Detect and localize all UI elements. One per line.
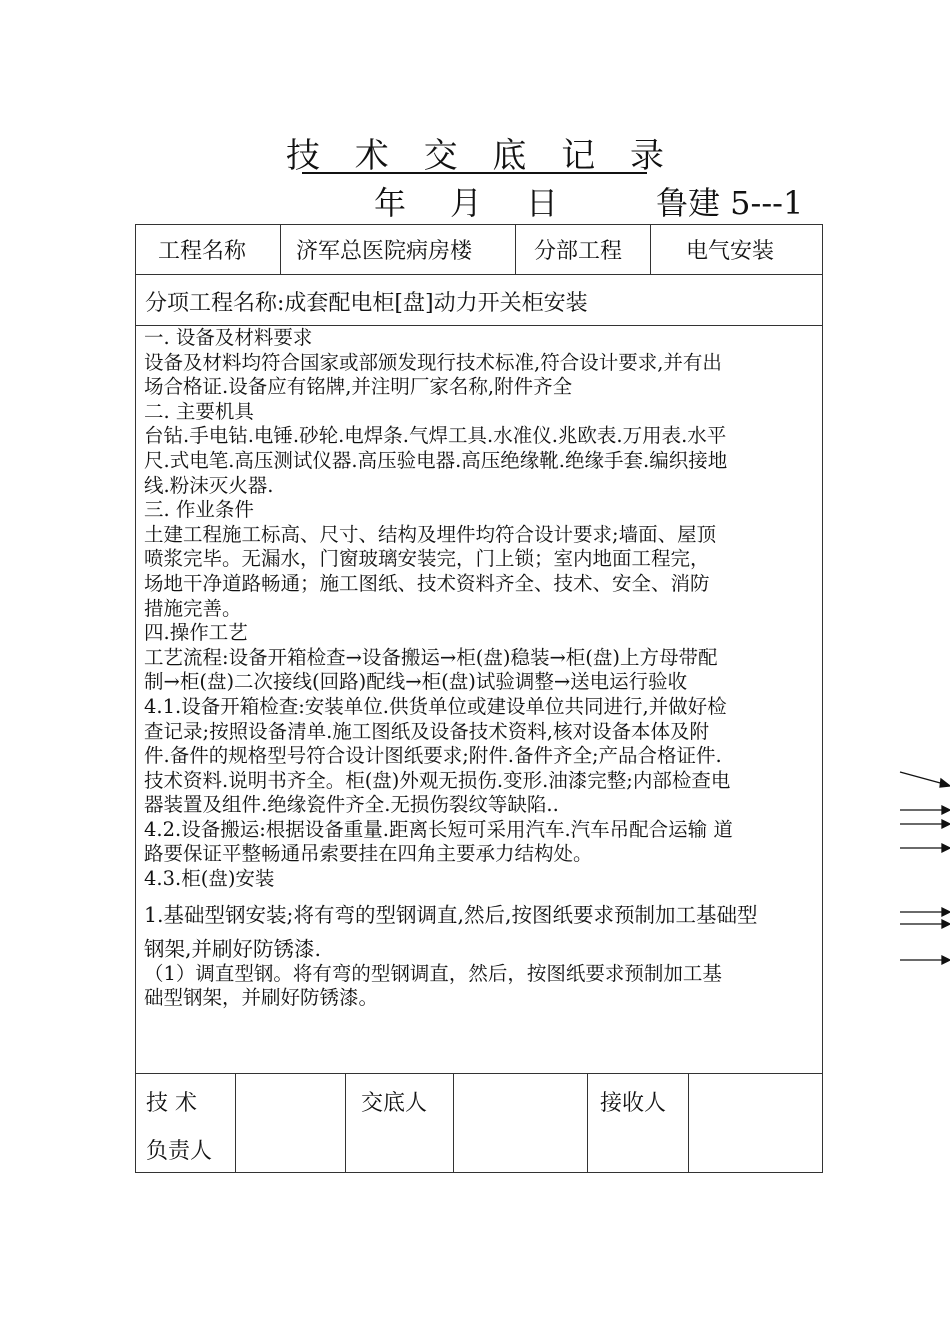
col-divider [345,1073,346,1173]
arrow-icon [900,908,950,916]
col-divider [650,224,651,274]
content-line: 技术资料.说明书齐全。柜(盘)外观无损伤.变形.油漆完整;内部检查电 [144,768,731,792]
col-divider [587,1073,588,1173]
col-divider [688,1073,689,1173]
content-line: 器装置及组件.绝缘瓷件齐全.无损伤裂纹等缺陷.. [144,793,559,817]
arrow-icon [900,920,950,928]
content-line: 4.2.设备搬运:根据设备重量.距离长短可采用汽车.汽车吊配合运输 道 [144,817,733,841]
arrow-icon [900,956,950,964]
content-line: 喷浆完毕。无漏水，门窗玻璃安装完，门上锁；室内地面工程完， [144,547,710,571]
content-line: 件.备件的规格型号符合设计图纸要求;附件.备件齐全;产品合格证件. [144,744,722,768]
disclosure-content [144,326,816,1011]
division-value: 电气安装 [686,239,775,264]
title-underline [302,172,647,174]
content-line: 四.操作工艺 [144,621,248,645]
arrow-icon [900,820,950,828]
form-code: 鲁建 5---1 [656,184,804,222]
content-line: 1.基础型钢安装;将有弯的型钢调直,然后,按图纸要求预制加工基础型 [144,902,758,927]
signature-table [135,1073,823,1173]
date-line [374,178,558,224]
content-line: 设备及材料均符合国家或部颁发现行技术标准,符合设计要求,并有出 [144,350,722,374]
subitem-name: 分项工程名称:成套配电柜[盘]动力开关柜安装 [145,291,588,316]
content-line: 台钻.手电钻.电锤.砂轮.电焊条.气焊工具.水准仪.兆欧表.万用表.水平 [144,424,727,448]
date-day: 日 [526,184,559,222]
division-label: 分部工程 [534,239,623,264]
discloser-label: 交底人 [361,1091,428,1116]
content-line: 二. 主要机具 [144,399,254,423]
content-line: 查记录;按照设备清单.施工图纸及设备技术资料,核对设备本体及附 [144,719,709,743]
date-month: 月 [450,184,483,222]
content-line: 4.1.设备开箱检查:安装单位.供货单位或建设单位共同进行,并做好检 [144,694,727,718]
content-line: 制→柜(盘)二次接线(回路)配线→柜(盘)试验调整→送电运行验收 [144,670,688,694]
content-line: 4.3.柜(盘)安装 [144,867,275,891]
content-line: 措施完善。 [144,596,242,620]
content-line: （1）调直型钢。将有弯的型钢调直，然后，按图纸要求预制加工基 [144,961,722,985]
content-line: 线.粉沫灭火器. [144,473,274,497]
document-title: 技 术 交 底 记 录 [286,136,677,176]
content-line: 场地干净道路畅通；施工图纸、技术资料齐全、技术、安全、消防 [144,571,710,595]
content-line: 一. 设备及材料要求 [144,326,313,349]
col-divider [453,1073,454,1173]
content-line: 工艺流程:设备开箱检查→设备搬运→柜(盘)稳装→柜(盘)上方母带配 [144,645,718,669]
content-line: 三. 作业条件 [144,498,254,522]
arrow-icon [900,806,950,814]
project-name-value: 济军总医院病房楼 [296,239,473,264]
arrow-icon [900,772,950,787]
receiver-label: 接收人 [600,1091,667,1116]
arrow-icon [900,844,950,852]
margin-arrows [896,770,950,970]
content-line: 钢架,并刷好防锈漆. [144,936,322,961]
date-year: 年 [374,184,407,222]
content-line: 场合格证.设备应有铭牌,并注明厂家名称,附件齐全 [144,375,573,399]
col-divider [235,1073,236,1173]
col-divider [515,224,516,274]
content-line: 础型钢架，并刷好防锈漆。 [144,986,379,1010]
content-line: 土建工程施工标高、尺寸、结构及埋件均符合设计要求;墙面、屋顶 [144,522,717,546]
row-divider [135,274,823,275]
project-name-label: 工程名称 [158,239,247,264]
content-line: 路要保证平整畅通吊索要挂在四角主要承力结构处。 [144,842,593,866]
content-line: 尺.式电笔.高压测试仪器.高压验电器.高压绝缘靴.绝缘手套.编织接地 [144,448,728,472]
tech-responsible-label-2: 负责人 [146,1139,213,1164]
col-divider [280,224,281,274]
tech-responsible-label-1: 技 术 [146,1091,197,1116]
